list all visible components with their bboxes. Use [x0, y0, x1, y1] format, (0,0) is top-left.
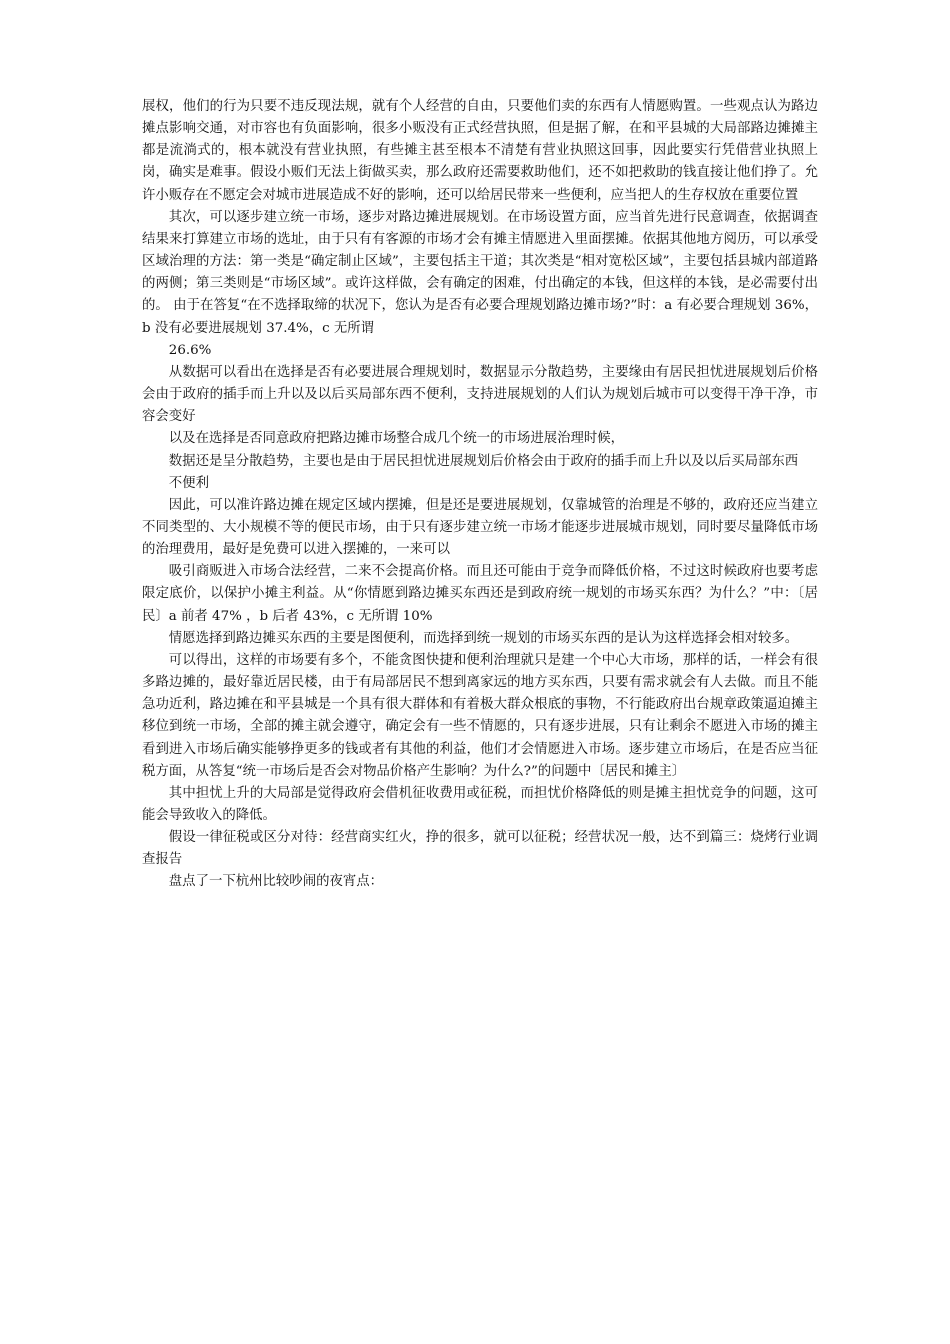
paragraph-3: 26.6%: [168, 342, 212, 358]
paragraph-14: 盘点了一下杭州比较吵闹的夜宵点：: [168, 874, 384, 890]
paragraph-5: 以及在选择是否同意政府把路边摊市场整合成几个统一的市场进展治理时候，: [168, 431, 625, 447]
paragraph-6: 数据还是呈分散趋势，主要也是由于居民担忧进展规划后价格会由于政府的插手而上升以及以后买局部东西: [168, 453, 799, 469]
paragraph-9: 吸引商贩进入市场合法经营，二来不会提高价格。而且还可能由于竞争而降低价格，不过这时候政府也要考虑限定底价，以保护小摊主利益。从“你情愿到路边摊买东西还是到政府统一规划的市场买东西？为什么？”中：〔居民〕a 前者 47% ，b 后者 43%，c 无所谓 10%: [142, 564, 818, 624]
document-body: [142, 96, 818, 894]
paragraph-11: 可以得出，这样的市场要有多个，不能贪图快捷和便利治理就只是建一个中心大市场，那样的话，一样会有很多路边摊的，最好靠近居民楼，由于有局部居民不想到离家远的地方买东西，只要有需求就会有人去做。而且不能急功近利，路边摊在和平县城是一个具有很大群体和有着极大群众根底的事物，不行能政府出台规章政策逼迫摊主移位到统一市场，全部的摊主就会遵守，确定会有一些不情愿的，只有逐步进展，只有让剩余不愿进入市场的摊主看到进入市场后确实能够挣更多的钱或者有其他的利益，他们才会情愿进入市场。逐步建立市场后，在是否应当征税方面，从答复“统一市场后是否会对物品价格产生影响？为什么?”的问题中〔居民和摊主〕: [142, 652, 818, 779]
paragraph-8: 因此，可以准许路边摊在规定区域内摆摊，但是还是要进展规划，仅靠城管的治理是不够的，政府还应当建立不同类型的、大小规模不等的便民市场，由于只有逐步建立统一市场才能逐步进展城市规划，同时要尽量降低市场的治理费用，最好是免费可以进入摆摊的，一来可以: [142, 497, 818, 558]
paragraph-12: 其中担忧上升的大局部是觉得政府会借机征收费用或征税，而担忧价格降低的则是摊主担忧竞争的问题，这可能会导致收入的降低。: [142, 785, 818, 823]
paragraph-10: 情愿选择到路边摊买东西的主要是图便利，而选择到统一规划的市场买东西的是认为这样选择会相对较多。: [168, 630, 799, 646]
paragraph-13: 假设一律征税或区分对待：经营商实红火，挣的很多，就可以征税；经营状况一般，达不到篇三：烧烤行业调查报告: [142, 830, 818, 868]
paragraph-1: 展权，他们的行为只要不违反现法规，就有个人经营的自由，只要他们卖的东西有人情愿购置。一些观点认为路边摊点影响交通，对市容也有负面影响，很多小贩没有正式经营执照，但是据了解，在和平县城的大局部路边摊摊主都是流淌式的，根本就没有营业执照，有些摊主甚至根本不清楚有营业执照这回事，因此要实行凭借营业执照上岗，确实是难事。假设小贩们无法上街做买卖，那么政府还需要救助他们，还不如把救助的钱直接让他们挣了。允许小贩存在不愿定会对城市进展造成不好的影响，还可以给居民带来一些便利，应当把人的生存权放在重要位置: [142, 99, 818, 203]
paragraph-2: 其次，可以逐步建立统一市场，逐步对路边摊进展规划。在市场设置方面，应当首先进行民意调查，依据调查结果来打算建立市场的选址，由于只有有客源的市场才会有摊主情愿进入里面摆摊。依据其他地方阅历，可以承受区域治理的方法：第一类是“确定制止区域”，主要包括主干道；其次类是“相对宽松区域”，主要包括县城内部道路的两侧；第三类则是“市场区域”。或许这样做，会有确定的困难，付出确定的本钱，但这样的本钱，是必需要付出的。 由于在答复“在不选择取缔的状况下，您认为是否有必要合理规划路边摊市场?”时：a 有必要合理规划 36%，b 没有必要进展规划 37.4%，c 无所谓: [142, 209, 818, 336]
paragraph-7: 不便利: [168, 475, 209, 491]
paragraph-4: 从数据可以看出在选择是否有必要进展合理规划时，数据显示分散趋势，主要缘由有居民担忧进展规划后价格会由于政府的插手而上升以及以后买局部东西不便利，支持进展规划的人们认为规划后城市可以变得干净干净，市容会变好: [142, 364, 818, 425]
